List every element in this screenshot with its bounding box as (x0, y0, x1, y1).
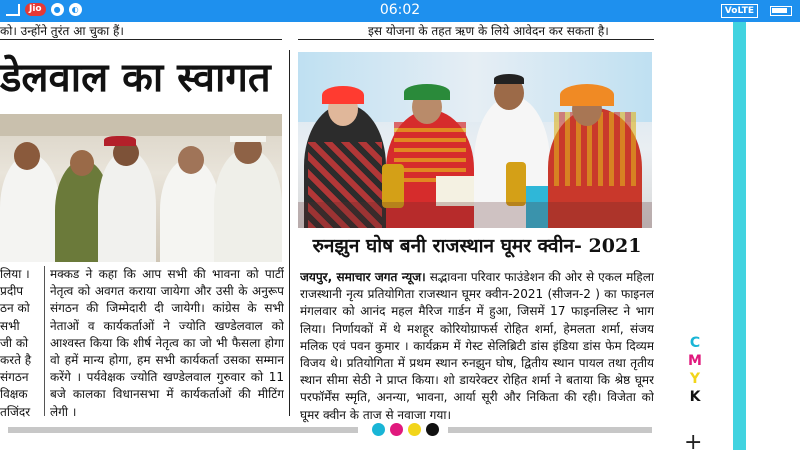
article-body: मक्कड ने कहा कि आप सभी की भावना को पार्टी नेतृत्व को अवगत कराया जायेगा और उसी के अनुरूप संगठन की जिम्मेदारी दी जायेगी। कांग्रेस के सभी नेताओं व कार्यकर्ताओं ने ज्योति खण्डेलवाल को आश्वस्त किया कि शीर्ष नेतृत्व का जो भी फैसला होगा वो हमें मान्य होगा, हम सभी कार्यकर्ता उसका सम्मान करेंगे । पर्यवेक्षक ज्योति खण्डेलवाल गुरुवार को 11 बजे कालका विधानसभा में कार्यकर्ताओं की मीटिंग लेगी । (50, 267, 284, 419)
middle-article (50, 266, 284, 421)
cmyk-letter-m: M (688, 353, 702, 369)
text-line: विक्षक (0, 387, 28, 402)
status-icons-right (721, 4, 792, 18)
clock: 06:02 (379, 2, 421, 18)
award-ceremony-photo (298, 52, 652, 228)
left-column-fragment (0, 266, 40, 421)
text-line: करते है (0, 353, 32, 368)
text-line: तजिंदर (0, 404, 31, 419)
print-bar-left (8, 427, 358, 433)
battery-icon (770, 6, 792, 16)
text-line: जी को (0, 335, 29, 350)
article-dateline: जयपुर, समाचार जगत न्यूज। (300, 270, 426, 284)
print-bar-right (448, 427, 652, 433)
registration-dot-yellow (408, 423, 421, 436)
volte-badge: VoLTE (721, 4, 758, 18)
jio-badge: Jio (25, 3, 46, 16)
crop-mark-icon: + (684, 430, 703, 455)
crowd-meeting-photo (0, 114, 282, 262)
status-bar (0, 0, 800, 22)
article-body (300, 269, 654, 424)
cmyk-letter-c: C (689, 335, 701, 351)
cmyk-color-marks (688, 334, 702, 406)
left-headline: डेलवाल का स्वागत (0, 54, 271, 101)
column-divider (289, 50, 290, 416)
article-text: सद्भावना परिवार फाउंडेशन की ओर से एकल महिला राजस्थानी नृत्य प्रतियोगिता राजस्थान घूमर क्वीन-2021 (सीजन-2 ) का फाइनल मंगलवार को आनंद महल मैरिज गार्डन में हुआ, जिसमें 17 फाइनलिस्ट ने भाग लिया। निर्णायकों में थे मशहूर कोरियोग्राफर्स रोहित शर्मा, हेमलता शर्मा, संजय मलिक एवं पवन कुमार । कार्यक्रम में गेस्ट सेलिब्रिटी डांस इंडिया डांस फेम दिव्यम विजय थे। प्रतियोगिता में प्रथम स्थान रुनझुन घोष, द्वितीय स्थान पायल तथा तृतीय स्थान सीमा सेठी ने प्राप्त किया। शो डायरेक्टर रोहित शर्मा ने बताया कि श्रेष्ठ घूमर परफॉर्मेंस स्मृति, अनन्या, भावना, आर्या सूरी और निकिता की रही। विजेता को घूमर क्वीन के ताज से नवाजा गया। (300, 270, 654, 422)
text-line: ठन को (0, 301, 30, 316)
cyan-margin-strip (733, 22, 746, 450)
cmyk-letter-y: Y (689, 371, 701, 387)
top-text-left: को। उन्होंने तुरंत आ चुका हैं। (0, 24, 124, 38)
text-line: लिया । (0, 267, 30, 281)
registration-dot-cyan (372, 423, 385, 436)
text-line: संगठन (0, 370, 29, 385)
registration-dot-magenta (390, 423, 403, 436)
registration-dot-black (426, 423, 439, 436)
column-rule (0, 39, 282, 40)
right-article (300, 269, 654, 424)
text-line: प्रदीप (0, 284, 24, 299)
column-divider (44, 266, 45, 416)
column-rule (298, 39, 654, 40)
newspaper-page[interactable] (0, 22, 730, 455)
app-icon: ◐ (69, 3, 82, 16)
photo-caption-headline: रुनझुन घोष बनी राजस्थान घूमर क्वीन- 2021 (312, 235, 642, 257)
top-text-right: इस योजना के तहत ऋण के लिये आवेदन कर सकता है। (368, 24, 609, 38)
cmyk-letter-k: K (689, 389, 701, 405)
text-line: सभी (0, 318, 20, 333)
notification-icon: ● (51, 3, 64, 16)
